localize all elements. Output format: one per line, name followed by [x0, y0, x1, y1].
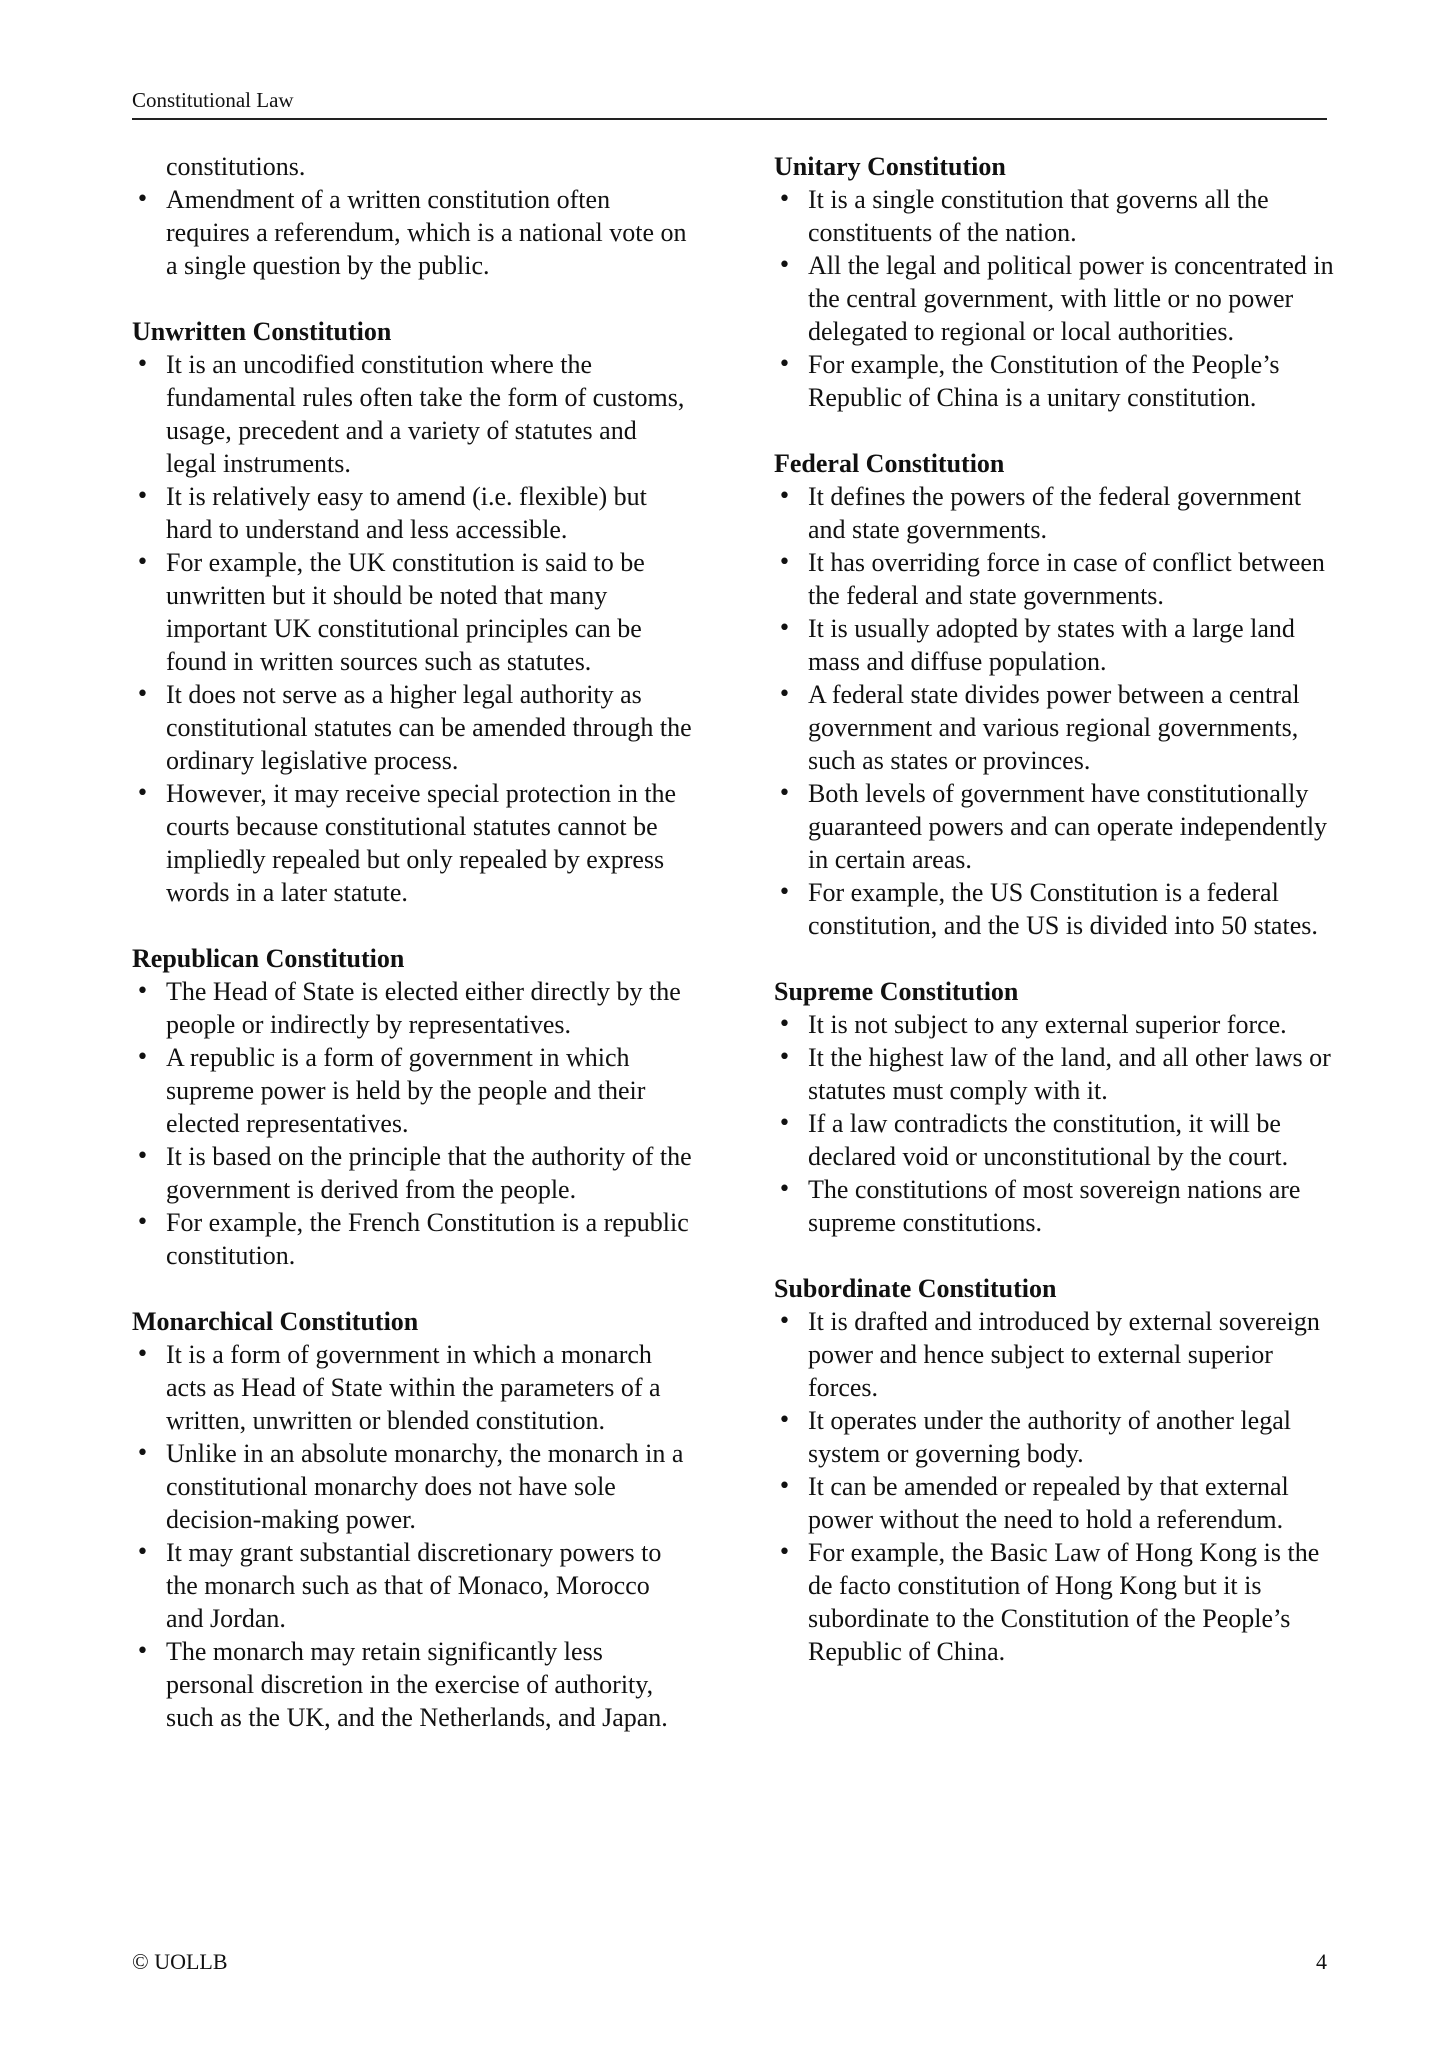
- bullet-item: [132, 1206, 692, 1272]
- bullet-text: It has overriding force in case of conflict between the federal and state governments.: [808, 548, 1325, 610]
- bullet-item: [132, 1635, 692, 1734]
- bullet-icon: •: [136, 1441, 149, 1466]
- bullet-icon: •: [136, 1639, 149, 1664]
- bullet-item: [132, 183, 692, 282]
- bullet-icon: •: [778, 550, 791, 575]
- bullet-icon: •: [778, 682, 791, 707]
- bullet-icon: •: [136, 781, 149, 806]
- bullet-item: [774, 546, 1334, 612]
- bullet-item: [774, 249, 1334, 348]
- bullet-text: It is not subject to any external superior force.: [808, 1010, 1287, 1039]
- bullet-item: [132, 480, 692, 546]
- header-title: Constitutional Law: [132, 88, 294, 112]
- bullet-text: It is a form of government in which a monarch acts as Head of State within the parameters of a written, unwritten or blended constitution.: [166, 1340, 661, 1435]
- bullet-icon: •: [136, 979, 149, 1004]
- bullet-text: The Head of State is elected either directly by the people or indirectly by representatives.: [166, 977, 681, 1039]
- bullet-text: It does not serve as a higher legal authority as constitutional statutes can be amended through the ordinary legislative process.: [166, 680, 692, 775]
- bullet-text: For example, the Constitution of the People’s Republic of China is a unitary constitution.: [808, 350, 1280, 412]
- bullet-icon: •: [778, 1540, 791, 1565]
- bullet-item: [132, 1041, 692, 1140]
- bullet-text: However, it may receive special protection in the courts because constitutional statutes cannot be impliedly repealed but only repealed by express words in a later statute.: [166, 779, 677, 907]
- bullet-icon: •: [778, 1045, 791, 1070]
- bullet-item: [774, 183, 1334, 249]
- bullet-item: [774, 1470, 1334, 1536]
- bullet-text: It is drafted and introduced by external sovereign power and hence subject to external superior forces.: [808, 1307, 1320, 1402]
- bullet-item: [774, 1404, 1334, 1470]
- bullet-text: All the legal and political power is concentrated in the central government, with little or no power delegated to regional or local authorities.: [808, 251, 1334, 346]
- bullet-item: [774, 1173, 1334, 1239]
- right-column: [774, 150, 1334, 1668]
- bullet-icon: •: [136, 1540, 149, 1565]
- bullet-item: [774, 678, 1334, 777]
- bullet-text: Both levels of government have constitutionally guaranteed powers and can operate independently in certain areas.: [808, 779, 1328, 874]
- section-title: Unwritten Constitution: [132, 317, 392, 346]
- bullet-icon: •: [136, 352, 149, 377]
- bullet-item: [132, 1437, 692, 1536]
- bullet-item: [132, 1536, 692, 1635]
- bullet-item: [132, 1140, 692, 1206]
- bullet-text: The monarch may retain significantly less personal discretion in the exercise of authority, such as the UK, and the Netherlands, and Japan.: [166, 1637, 668, 1732]
- bullet-icon: •: [136, 1342, 149, 1367]
- bullet-list: [774, 1305, 1334, 1668]
- section-unitary-constitution: [774, 150, 1334, 414]
- bullet-item: [774, 1107, 1334, 1173]
- section-supreme-constitution: [774, 975, 1334, 1239]
- bullet-item: [132, 975, 692, 1041]
- bullet-item: [774, 348, 1334, 414]
- bullet-text: The constitutions of most sovereign nations are supreme constitutions.: [808, 1175, 1301, 1237]
- bullet-list: [132, 348, 692, 909]
- bullet-text: For example, the Basic Law of Hong Kong is the de facto constitution of Hong Kong but it is subordinate to the Constitution of the People’s Republic of China.: [808, 1538, 1320, 1666]
- bullet-text: It is based on the principle that the authority of the government is derived from the people.: [166, 1142, 692, 1204]
- bullet-item: [774, 1305, 1334, 1404]
- bullet-list: [774, 183, 1334, 414]
- bullet-text: It can be amended or repealed by that external power without the need to hold a referendum.: [808, 1472, 1289, 1534]
- bullet-icon: •: [778, 1012, 791, 1037]
- section-subordinate-constitution: [774, 1272, 1334, 1668]
- bullet-icon: •: [136, 1210, 149, 1235]
- section-title: Republican Constitution: [132, 944, 405, 973]
- bullet-item: [774, 876, 1334, 942]
- bullet-text: It is an uncodified constitution where the fundamental rules often take the form of customs, usage, precedent and a variety of statutes and legal instruments.: [166, 350, 685, 478]
- bullet-text: For example, the US Constitution is a federal constitution, and the US is divided into 50 states.: [808, 878, 1318, 940]
- bullet-text: Unlike in an absolute monarchy, the monarch in a constitutional monarchy does not have sole decision-making power.: [166, 1439, 684, 1534]
- bullet-item: [774, 777, 1334, 876]
- bullet-text: A federal state divides power between a central government and various regional governments, such as states or provinces.: [808, 680, 1300, 775]
- bullet-icon: •: [136, 682, 149, 707]
- bullet-icon: •: [778, 880, 791, 905]
- bullet-text: It the highest law of the land, and all other laws or statutes must comply with it.: [808, 1043, 1331, 1105]
- intro-bullet-list: [132, 183, 692, 282]
- bullet-item: [774, 480, 1334, 546]
- bullet-icon: •: [778, 187, 791, 212]
- bullet-icon: •: [778, 1309, 791, 1334]
- bullet-text: It is usually adopted by states with a large land mass and diffuse population.: [808, 614, 1295, 676]
- bullet-icon: •: [136, 1045, 149, 1070]
- bullet-icon: •: [778, 781, 791, 806]
- bullet-text: For example, the French Constitution is a republic constitution.: [166, 1208, 689, 1270]
- bullet-text: If a law contradicts the constitution, it will be declared void or unconstitutional by the court.: [808, 1109, 1289, 1171]
- bullet-item: [774, 1536, 1334, 1668]
- bullet-icon: •: [136, 550, 149, 575]
- section-title: Supreme Constitution: [774, 977, 1019, 1006]
- bullet-icon: •: [778, 253, 791, 278]
- bullet-icon: •: [136, 1144, 149, 1169]
- bullet-text: It is a single constitution that governs all the constituents of the nation.: [808, 185, 1269, 247]
- bullet-list: [774, 1008, 1334, 1239]
- bullet-item: [132, 348, 692, 480]
- bullet-item: [774, 1041, 1334, 1107]
- bullet-text: It defines the powers of the federal government and state governments.: [808, 482, 1302, 544]
- continuation-text: constitutions.: [166, 152, 306, 181]
- section-monarchical-constitution: [132, 1305, 692, 1734]
- bullet-item: [132, 777, 692, 909]
- bullet-item: [774, 612, 1334, 678]
- bullet-icon: •: [778, 484, 791, 509]
- section-republican-constitution: [132, 942, 692, 1272]
- bullet-icon: •: [136, 187, 149, 212]
- bullet-icon: •: [778, 1474, 791, 1499]
- bullet-list: [132, 1338, 692, 1734]
- section-title: Federal Constitution: [774, 449, 1005, 478]
- bullet-text: It operates under the authority of another legal system or governing body.: [808, 1406, 1291, 1468]
- bullet-text: Amendment of a written constitution often requires a referendum, which is a national vote on a single question by the public.: [166, 185, 687, 280]
- bullet-icon: •: [778, 1408, 791, 1433]
- bullet-icon: •: [778, 352, 791, 377]
- bullet-icon: •: [778, 1111, 791, 1136]
- bullet-icon: •: [136, 484, 149, 509]
- section-title: Unitary Constitution: [774, 152, 1006, 181]
- section-federal-constitution: [774, 447, 1334, 942]
- bullet-item: [132, 546, 692, 678]
- bullet-text: For example, the UK constitution is said to be unwritten but it should be noted that many important UK constitutional principles can be found in written sources such as statutes.: [166, 548, 645, 676]
- page-number: 4: [1316, 1949, 1327, 1974]
- section-title: Subordinate Constitution: [774, 1274, 1057, 1303]
- bullet-text: A republic is a form of government in which supreme power is held by the people and their elected representatives.: [166, 1043, 646, 1138]
- bullet-list: [774, 480, 1334, 942]
- bullet-text: It may grant substantial discretionary powers to the monarch such as that of Monaco, Morocco and Jordan.: [166, 1538, 662, 1633]
- section-title: Monarchical Constitution: [132, 1307, 419, 1336]
- bullet-list: [132, 975, 692, 1272]
- bullet-item: [774, 1008, 1334, 1041]
- section-unwritten-constitution: [132, 315, 692, 909]
- bullet-text: It is relatively easy to amend (i.e. flexible) but hard to understand and less accessible.: [166, 482, 647, 544]
- bullet-icon: •: [778, 616, 791, 641]
- bullet-item: [132, 678, 692, 777]
- bullet-icon: •: [778, 1177, 791, 1202]
- page-header: [132, 86, 1327, 120]
- left-column: [132, 150, 692, 1734]
- bullet-item: [132, 1338, 692, 1437]
- footer-copyright: © UOLLB: [132, 1949, 228, 1974]
